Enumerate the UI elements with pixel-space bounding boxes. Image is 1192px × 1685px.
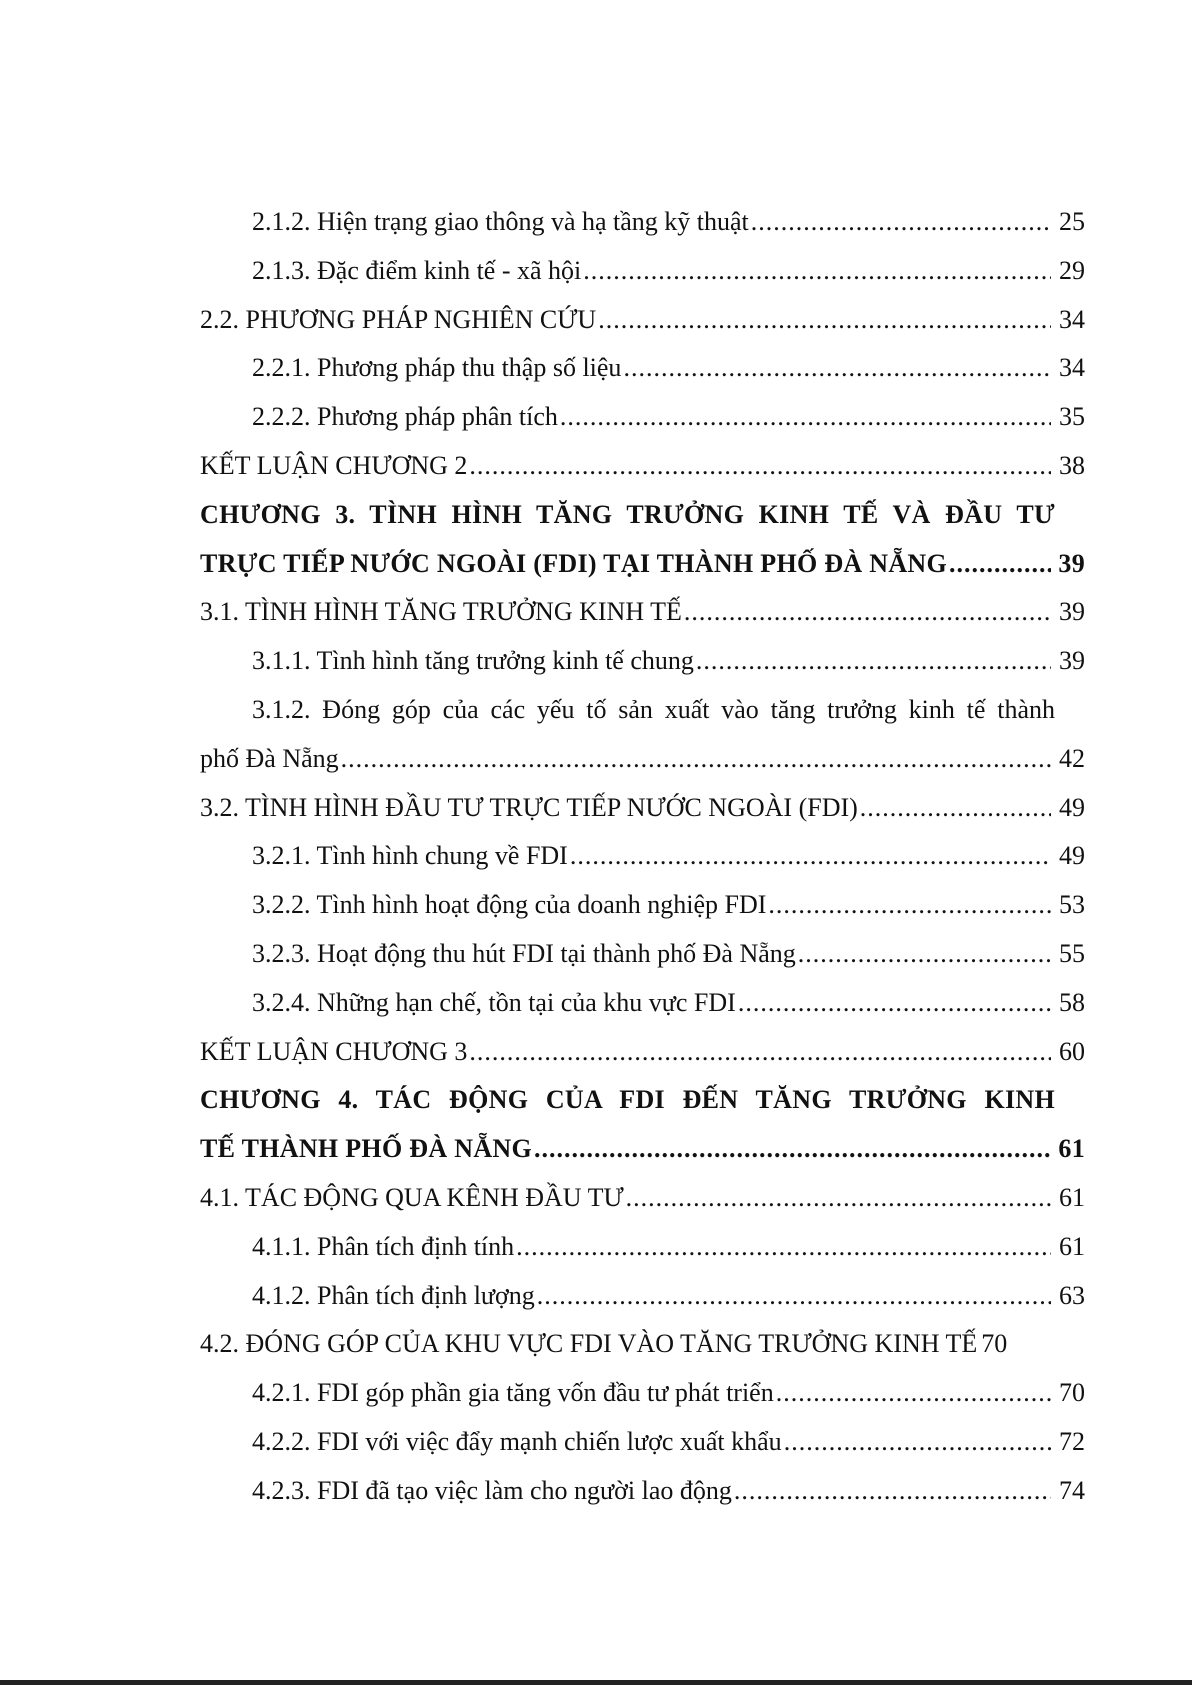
toc-entry[interactable] [200,1418,1085,1467]
toc-entry-page-number: 35 [1059,402,1085,432]
dot-leader [776,1369,1051,1418]
toc-entry[interactable] [200,1467,1085,1516]
toc-entry-page-number: 63 [1059,1280,1085,1310]
toc-entry-title: 4.2.1. FDI góp phần gia tăng vốn đầu tư phát triển [252,1378,774,1408]
toc-entry-page-number: 39 [1059,597,1085,627]
toc-entry[interactable] [200,344,1085,393]
toc-entry-page-number: 53 [1059,890,1085,920]
table-of-contents [200,198,1085,1516]
toc-entry-page-number: 61 [1058,1134,1085,1164]
toc-entry-page-number: 29 [1059,255,1085,285]
toc-entry-title: KẾT LUẬN CHƯƠNG 3 [200,1036,468,1066]
toc-entry-page-number: 39 [1059,646,1085,676]
dot-leader [768,881,1051,930]
dot-leader [623,344,1051,393]
dot-leader [738,979,1051,1028]
toc-entry-page-number: 49 [1059,792,1085,822]
toc-entry-page-number: 60 [1059,1036,1085,1066]
dot-leader [734,1467,1051,1516]
toc-entry-title: 4.1.1. Phân tích định tính [252,1231,515,1261]
toc-entry-page-number: 70 [1059,1378,1085,1408]
toc-entry[interactable] [200,540,1085,589]
toc-entry-page-number: 55 [1059,938,1085,968]
dot-leader [626,1174,1051,1223]
toc-entry[interactable] [200,686,1085,735]
dot-leader [341,735,1051,784]
toc-entry[interactable] [200,1369,1085,1418]
toc-entry-title: 4.1.2. Phân tích định lượng [252,1280,535,1310]
toc-entry[interactable] [200,1125,1085,1174]
toc-entry[interactable] [200,198,1085,247]
toc-entry-title: 2.2. PHƯƠNG PHÁP NGHIÊN CỨU [200,304,597,334]
page-bottom-border [0,1680,1192,1685]
toc-entry-title: 4.2.2. FDI với việc đẩy mạnh chiến lược xuất khẩu [252,1426,782,1456]
toc-entry[interactable] [200,881,1085,930]
toc-entry-page-number: 58 [1059,987,1085,1017]
toc-entry[interactable] [200,491,1085,540]
toc-entry[interactable] [200,1272,1085,1321]
toc-entry-title: CHƯƠNG 3. TÌNH HÌNH TĂNG TRƯỞNG KINH TẾ VÀ ĐẦU TƯ [200,499,1055,529]
toc-entry-page-number: 61 [1059,1231,1085,1261]
toc-entry-page-number: 39 [1058,548,1085,578]
toc-entry-title: CHƯƠNG 4. TÁC ĐỘNG CỦA FDI ĐẾN TĂNG TRƯỞNG KINH [200,1085,1055,1115]
toc-entry[interactable] [200,979,1085,1028]
dot-leader [537,1272,1051,1321]
toc-entry-title: 3.1.2. Đóng góp của các yếu tố sản xuất vào tăng trưởng kinh tế thành [252,694,1055,724]
toc-entry-title: 2.1.3. Đặc điểm kinh tế - xã hội [252,255,582,285]
toc-entry-title: 4.1. TÁC ĐỘNG QUA KÊNH ĐẦU TƯ [200,1182,624,1212]
toc-entry[interactable] [200,1174,1085,1223]
toc-entry-title: TẾ THÀNH PHỐ ĐÀ NẴNG [200,1134,532,1164]
toc-entry[interactable] [200,393,1085,442]
dot-leader [949,540,1051,589]
dot-leader [696,637,1051,686]
dot-leader [598,296,1051,345]
toc-entry[interactable] [200,442,1085,491]
dot-leader [784,1418,1051,1467]
toc-entry-title: 2.2.1. Phương pháp thu thập số liệu [252,353,622,383]
dot-leader [751,198,1051,247]
dot-leader [469,1028,1051,1077]
dot-leader [583,247,1051,296]
toc-entry[interactable] [200,588,1085,637]
dot-leader [798,930,1051,979]
toc-entry-page-number: 74 [1059,1475,1085,1505]
toc-entry-page-number: 72 [1059,1426,1085,1456]
toc-entry-title: phố Đà Nẵng [200,743,339,773]
toc-entry-title: 3.2.3. Hoạt động thu hút FDI tại thành phố Đà Nẵng [252,938,796,968]
toc-entry[interactable] [200,832,1085,881]
toc-entry-page-number: 38 [1059,450,1085,480]
toc-entry[interactable] [200,930,1085,979]
toc-entry-title: 2.2.2. Phương pháp phân tích [252,402,558,432]
toc-entry[interactable] [200,637,1085,686]
toc-entry[interactable] [200,784,1085,833]
dot-leader [534,1125,1051,1174]
toc-entry-page-number: 34 [1059,353,1085,383]
toc-entry-title: 4.2.3. FDI đã tạo việc làm cho người lao động [252,1475,732,1505]
toc-entry[interactable] [200,1223,1085,1272]
toc-entry-title: 3.1. TÌNH HÌNH TĂNG TRƯỞNG KINH TẾ [200,597,682,627]
toc-entry[interactable] [200,735,1085,784]
toc-entry-page-number: 61 [1059,1182,1085,1212]
toc-entry[interactable] [200,1028,1085,1077]
toc-entry-page-number: 42 [1059,743,1085,773]
toc-entry-title: 3.2.4. Những hạn chế, tồn tại của khu vực FDI [252,987,736,1017]
toc-entry-title: 2.1.2. Hiện trạng giao thông và hạ tầng kỹ thuật [252,207,749,236]
dot-leader [560,393,1051,442]
toc-entry[interactable] [200,1320,1085,1369]
toc-entry-page-number: 49 [1059,841,1085,871]
toc-entry-title: 3.2.2. Tình hình hoạt động của doanh nghiệp FDI [252,890,767,920]
dot-leader [860,784,1051,833]
toc-entry-title: 3.1.1. Tình hình tăng trưởng kinh tế chung [252,646,694,676]
toc-entry[interactable] [200,1076,1085,1125]
toc-entry-page-number: 34 [1059,304,1085,334]
toc-entry[interactable] [200,296,1085,345]
toc-entry-title: 3.2. TÌNH HÌNH ĐẦU TƯ TRỰC TIẾP NƯỚC NGOÀI (FDI) [200,792,858,822]
dot-leader [684,588,1051,637]
dot-leader [570,832,1051,881]
dot-leader [516,1223,1051,1272]
toc-entry-title: 4.2. ĐÓNG GÓP CỦA KHU VỰC FDI VÀO TĂNG TRƯỞNG KINH TẾ [200,1329,978,1359]
toc-entry-page-number: 70 [981,1329,1008,1359]
toc-entry-title: TRỰC TIẾP NƯỚC NGOÀI (FDI) TẠI THÀNH PHỐ ĐÀ NẴNG [200,548,948,578]
toc-entry-page-number: 25 [1059,207,1085,236]
toc-entry[interactable] [200,247,1085,296]
toc-entry-title: 3.2.1. Tình hình chung về FDI [252,841,568,871]
dot-leader [469,442,1051,491]
toc-entry-title: KẾT LUẬN CHƯƠNG 2 [200,450,468,480]
